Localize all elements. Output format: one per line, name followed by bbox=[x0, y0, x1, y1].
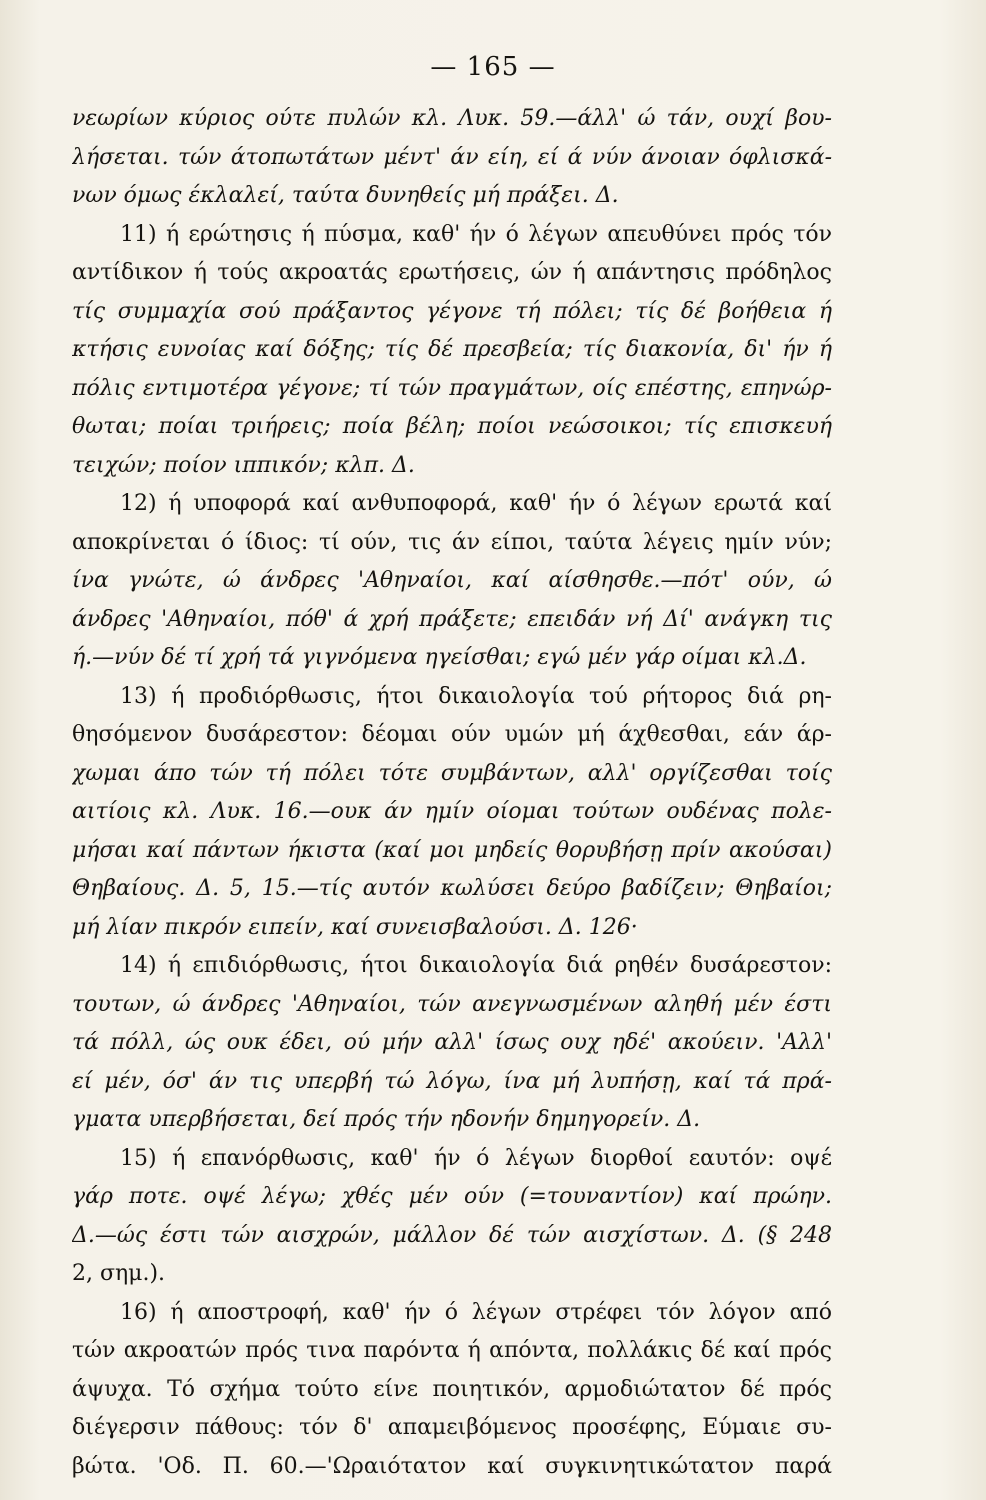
text-line: νεωρίων κύριος ούτε πυλών κλ. Λυκ. 59.—άλλ' ώ τάν, ουχί βου- bbox=[72, 106, 832, 131]
paragraph-15-start: 15) ή επανόρθωσις, καθ' ήν ό λέγων διορθοί εαυτόν: οψέ bbox=[120, 1145, 832, 1171]
text-line: ή.—νύν δέ τί χρή τά γιγνόμενα ηγείσθαι; εγώ μέν γάρ οίμαι κλ.Δ. bbox=[72, 645, 807, 670]
text-line: τειχών; ποίον ιππικόν; κλπ. Δ. bbox=[72, 452, 415, 478]
text-line: γματα υπερβήσεται, δεί πρός τήν ηδονήν δημηγορείν. Δ. bbox=[72, 1107, 701, 1132]
text-line: μή λίαν πικρόν ειπείν, καί συνεισβαλούσι. Δ. 126· bbox=[72, 914, 638, 940]
paragraph-13-start: 13) ή προδιόρθωσις, ήτοι δικαιολογία τού ρήτορος διά ρη- bbox=[120, 683, 832, 709]
text-line: κτήσις ευνοίας καί δόξης; τίς δέ πρεσβεία; τίς διακονία, δι' ήν ή bbox=[72, 337, 832, 362]
paragraph-14-start: 14) ή επιδιόρθωσις, ήτοι δικαιολογία διά ρηθέν δυσάρεστον: bbox=[120, 953, 832, 978]
text-line: άψυχα. Τό σχήμα τούτο είνε ποιητικόν, αρμοδιώτατον δέ πρός bbox=[72, 1376, 832, 1402]
text-line: μήσαι καί πάντων ήκιστα (καί μοι μηδείς θορυβήσῃ πρίν ακούσαι) bbox=[72, 837, 832, 863]
page-number: — 165 — bbox=[430, 52, 556, 82]
paragraph-16-start: 16) ή αποστροφή, καθ' ήν ό λέγων στρέφει τόν λόγον από bbox=[120, 1299, 832, 1325]
text-line: Δ.—ώς έστι τών αισχρών, μάλλον δέ τών αισχίστων. Δ. (§ 248 bbox=[72, 1222, 832, 1248]
text-line: άνδρες 'Αθηναίοι, πόθ' ά χρή πράξετε; επειδάν νή Δί' ανάγκη τις bbox=[72, 606, 832, 632]
paragraph-12-start: 12) ή υποφορά καί ανθυποφορά, καθ' ήν ό λέγων ερωτά καί bbox=[120, 491, 832, 516]
text-line: χωμαι άπο τών τή πόλει τότε συμβάντων, αλλ' οργίζεσθαι τοίς bbox=[72, 760, 832, 786]
text-line: διέγερσιν πάθους: τόν δ' απαμειβόμενος προσέφης, Εύμαιε συ- bbox=[72, 1415, 832, 1440]
text-line: λήσεται. τών άτοπωτάτων μέντ' άν είη, εί ά νύν άνοιαν όφλισκά- bbox=[72, 144, 832, 170]
text-line: αποκρίνεται ό ίδιος: τί ούν, τις άν είποι, ταύτα λέγεις ημίν νύν; bbox=[72, 529, 832, 555]
text-line: θησόμενον δυσάρεστον: δέομαι ούν υμών μή άχθεσθαι, εάν άρ- bbox=[72, 722, 832, 747]
text-line: πόλις εντιμοτέρα γέγονε; τί τών πραγμάτων, οίς επέστης, επηνώρ- bbox=[72, 375, 832, 401]
paragraph-11-start: 11) ή ερώτησις ή πύσμα, καθ' ήν ό λέγων απευθύνει πρός τόν bbox=[120, 221, 832, 247]
text-line: 2, σημ.). bbox=[72, 1261, 166, 1286]
text-line: εί μέν, όσ' άν τις υπερβή τώ λόγω, ίνα μή λυπήσῃ, καί τά πρά- bbox=[72, 1068, 832, 1094]
text-line: τά πόλλ, ώς ουκ έδει, ού μήν αλλ' ίσως ουχ ηδέ' ακούειν. 'Αλλ' bbox=[72, 1030, 832, 1055]
text-line: νων όμως έκλαλεί, ταύτα δυνηθείς μή πράξει. Δ. bbox=[72, 183, 619, 208]
text-line: τίς συμμαχία σού πράξαντος γέγονε τή πόλει; τίς δέ βοήθεια ή bbox=[72, 298, 832, 324]
text-line: θωται; ποίαι τριήρεις; ποία βέλη; ποίοι νεώσοικοι; τίς επισκευή bbox=[72, 414, 832, 439]
text-line: Θηβαίους. Δ. 5, 15.—τίς αυτόν κωλύσει δεύρο βαδίζειν; Θηβαίοι; bbox=[72, 876, 832, 901]
text-line: αντίδικον ή τούς ακροατάς ερωτήσεις, ών ή απάντησις πρόδηλος bbox=[72, 260, 832, 285]
body-text bbox=[72, 100, 832, 1486]
text-line: βώτα. 'Οδ. Π. 60.—'Ωραιότατον καί συγκινητικώτατον παρά bbox=[72, 1453, 832, 1479]
text-line: ίνα γνώτε, ώ άνδρες 'Αθηναίοι, καί αίσθησθε.—πότ' ούν, ώ bbox=[72, 568, 832, 593]
text-line: γάρ ποτε. οψέ λέγω; χθές μέν ούν (=τουναντίον) καί πρώην. bbox=[72, 1184, 832, 1209]
text-line: τουτων, ώ άνδρες 'Αθηναίοι, τών ανεγνωσμένων αληθή μέν έστι bbox=[72, 991, 832, 1017]
text-line: τών ακροατών πρός τινα παρόντα ή απόντα, πολλάκις δέ καί πρός bbox=[72, 1338, 832, 1363]
text-line: αιτίοις κλ. Λυκ. 16.—ουκ άν ημίν οίομαι τούτων ουδένας πολε- bbox=[72, 799, 832, 824]
